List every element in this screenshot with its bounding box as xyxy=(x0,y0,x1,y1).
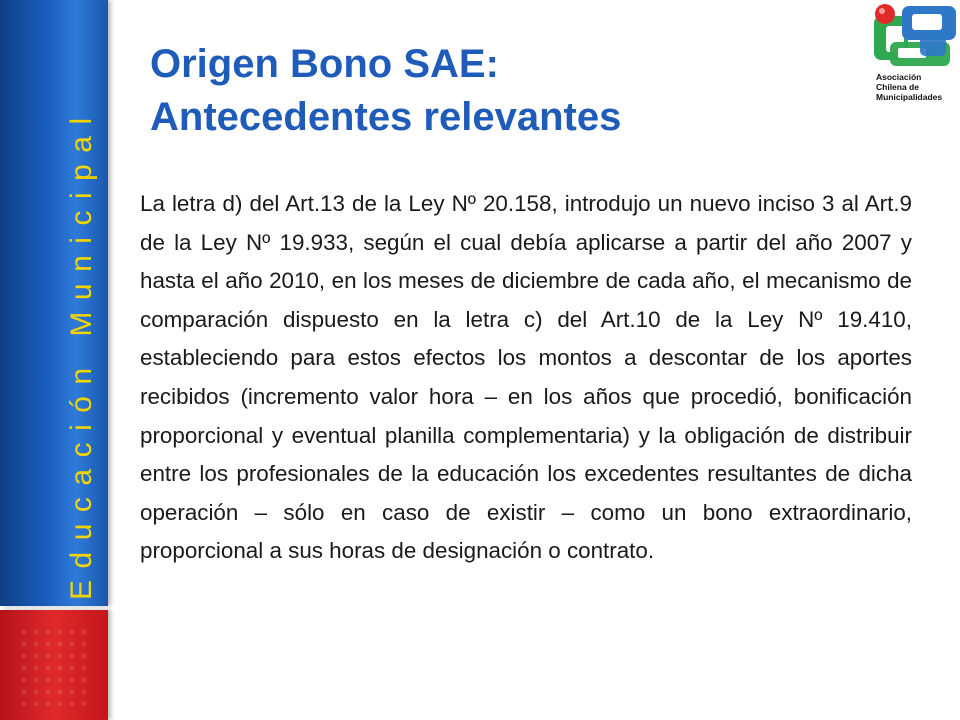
logo-name-line-2: Chilena de xyxy=(876,82,919,92)
logo-name-line-1: Asociación xyxy=(876,72,922,82)
page-title xyxy=(150,38,621,144)
sidebar-vertical-label: Educación Municipal xyxy=(65,106,98,600)
logo-name xyxy=(876,72,960,102)
sidebar-red-block xyxy=(0,610,108,720)
body-paragraph: La letra d) del Art.13 de la Ley Nº 20.158, introdujo un nuevo inciso 3 al Art.9 de la Ley Nº 19.933, según el cual debía aplicarse a partir del año 2007 y hasta el año 2010, en los meses de diciembre de cada año, el mecanismo de comparación dispuesto en la letra c) del Art.10 de la Ley Nº 19.410, estableciendo para estos efectos los montos a descontar de los aportes recibidos (incremento valor hora – en los años que procedió, bonificación proporcional y eventual planilla complementaria) y la obligación de distribuir entre los profesionales de la educación los excedentes resultantes de dicha operación – sólo en caso de existir – como un bono extraordinario, proporcional a sus horas de designación o contrato. xyxy=(140,191,912,564)
title-line-2: Antecedentes relevantes xyxy=(150,95,622,139)
logo-name-line-3: Municipalidades xyxy=(876,92,943,102)
title-line-1: Origen Bono SAE: xyxy=(150,42,499,86)
